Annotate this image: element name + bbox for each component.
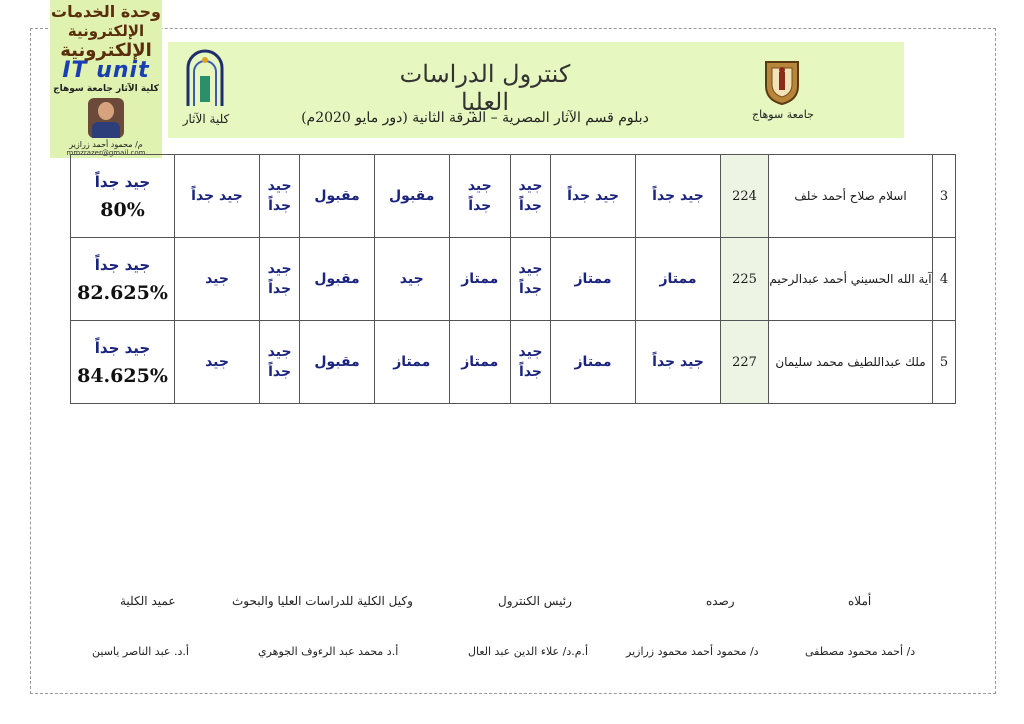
grade-cell	[449, 321, 510, 404]
grade-cell	[551, 321, 636, 404]
signature-title-2: رصده	[706, 594, 735, 608]
grade-text: جيد جداً	[567, 188, 619, 204]
grade-text: ممتاز	[574, 354, 612, 370]
grade-text: مقبول	[314, 354, 360, 370]
grade-text: ممتاز	[659, 271, 697, 287]
grade-cell	[300, 321, 375, 404]
grade-text: ممتاز	[461, 271, 499, 287]
total-grade: جيد جداً	[94, 339, 151, 357]
table-row	[71, 155, 956, 238]
signature-name-5: أ.د. عبد الناصر ياسين	[92, 645, 189, 658]
grade-cell	[636, 155, 721, 238]
grade-text: جيد	[518, 344, 543, 360]
grade-cell	[374, 238, 449, 321]
page-title: كنترول الدراسات العليا	[399, 60, 571, 116]
grade-cell	[551, 238, 636, 321]
grade-text: جداً	[268, 281, 292, 297]
grade-cell	[260, 155, 300, 238]
university-logo-icon	[762, 58, 802, 106]
grade-cell	[510, 238, 550, 321]
page-subtitle: دبلوم قسم الآثار المصرية – الفرقة الثانية (دور مايو 2020م)	[301, 110, 649, 126]
grade-cell	[300, 238, 375, 321]
grade-text: ممتاز	[461, 354, 499, 370]
signature-name-3: أ.م.د/ علاء الدين عبد العال	[468, 645, 589, 658]
grade-text: ممتاز	[574, 271, 612, 287]
grade-text: جيد	[267, 344, 292, 360]
signature-title-5: عميد الكلية	[120, 594, 176, 608]
grade-text: جداً	[519, 281, 542, 297]
badge-line-2: الإلكترونية	[67, 22, 145, 40]
signature-name-2: د/ محمود أحمد محمود زرازير	[626, 645, 759, 658]
grade-text: جيد	[467, 178, 492, 194]
grade-text: مقبول	[314, 271, 360, 287]
grade-text: جيد	[267, 261, 292, 277]
row-number: 4	[933, 238, 956, 321]
grade-cell	[551, 155, 636, 238]
grade-text: جيد	[267, 178, 292, 194]
signature-title-1: أملاه	[848, 594, 872, 608]
badge-photo	[88, 98, 124, 138]
student-code: 225	[721, 238, 769, 321]
university-name: جامعة سوهاج	[752, 108, 814, 121]
grade-cell	[636, 238, 721, 321]
badge-line-1: وحدة الخدمات	[51, 2, 161, 21]
faculty-logo-icon	[180, 46, 230, 108]
grade-cell	[510, 155, 550, 238]
grade-text: ممتاز	[393, 354, 431, 370]
student-name: اسلام صلاح أحمد خلف	[769, 155, 933, 238]
signature-title-3: رئيس الكنترول	[498, 594, 572, 608]
grade-cell	[374, 155, 449, 238]
grade-cell	[260, 321, 300, 404]
grade-cell	[374, 321, 449, 404]
badge-person: م/ محمود أحمد زرازير	[69, 140, 143, 149]
total-grade: جيد جداً	[94, 173, 151, 191]
grade-text: جيد	[518, 178, 543, 194]
signature-title-4: وكيل الكلية للدراسات العليا والبحوث	[232, 594, 413, 608]
student-name: ملك عبداللطيف محمد سليمان	[769, 321, 933, 404]
grade-text: جداً	[519, 198, 542, 214]
grade-text: جيد جداً	[652, 188, 704, 204]
student-name: آية الله الحسيني أحمد عبدالرحيم	[769, 238, 933, 321]
faculty-name: كلية الآثار	[182, 112, 230, 126]
grade-cell	[449, 238, 510, 321]
total-cell	[71, 321, 175, 404]
badge-email: mmzrazer@gmail.com	[66, 149, 146, 157]
grade-text: جيد	[518, 261, 543, 277]
grade-text: جداً	[519, 364, 542, 380]
table-row	[71, 321, 956, 404]
grade-cell	[175, 321, 260, 404]
signature-name-4: أ.د محمد عبد الرءوف الجوهري	[258, 645, 399, 658]
student-code: 227	[721, 321, 769, 404]
it-unit-badge	[50, 0, 162, 158]
total-percentage: 80%	[100, 199, 145, 221]
grade-text: جيد جداً	[652, 354, 704, 370]
total-grade: جيد جداً	[94, 256, 151, 274]
total-cell	[71, 155, 175, 238]
grade-text: مقبول	[314, 188, 360, 204]
signature-name-1: د/ أحمد محمود مصطفى	[805, 645, 916, 658]
total-percentage: 82.625%	[77, 282, 168, 304]
grade-text: جداً	[268, 198, 292, 214]
grade-cell	[636, 321, 721, 404]
row-number: 5	[933, 321, 956, 404]
badge-line-3: الإلكترونية	[60, 40, 152, 61]
grade-text: جداً	[268, 364, 292, 380]
grade-text: جيد	[399, 271, 424, 287]
student-code: 224	[721, 155, 769, 238]
row-number: 3	[933, 155, 956, 238]
badge-faculty: كلية الآثار جامعة سوهاج	[53, 84, 159, 94]
total-percentage: 84.625%	[77, 365, 168, 387]
grade-cell	[260, 238, 300, 321]
total-cell	[71, 238, 175, 321]
grade-text: جداً	[468, 198, 492, 214]
table-row	[71, 238, 956, 321]
grade-cell	[449, 155, 510, 238]
grade-text: مقبول	[389, 188, 435, 204]
grade-text: جيد	[205, 354, 229, 370]
grade-cell	[300, 155, 375, 238]
grade-text: جيد	[205, 271, 229, 287]
grade-cell	[175, 155, 260, 238]
grades-table	[70, 154, 956, 404]
grade-cell	[175, 238, 260, 321]
grade-text: جيد جداً	[191, 188, 243, 204]
grade-cell	[510, 321, 550, 404]
badge-it-unit: IT unit	[62, 58, 150, 83]
